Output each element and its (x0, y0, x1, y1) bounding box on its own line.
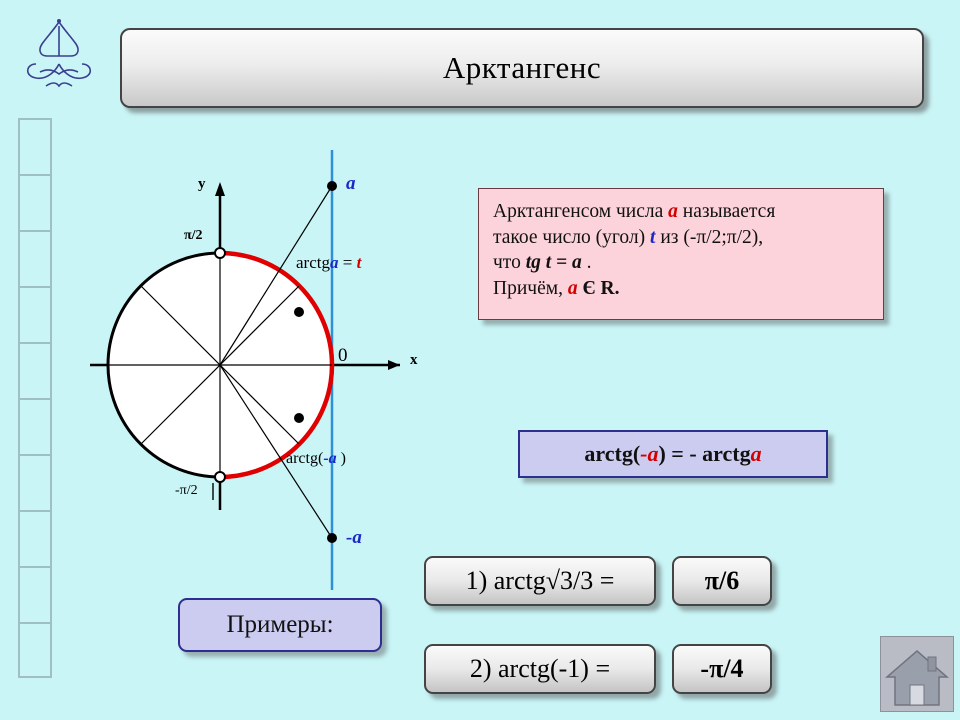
point-a-label: a (346, 173, 356, 194)
page-title-text: Арктангенс (442, 50, 602, 85)
example-2-answer-text: -π/4 (700, 654, 744, 683)
examples-heading-text: Примеры: (226, 611, 334, 638)
definition-line-4-b: Є R. (577, 278, 620, 300)
point-arctg-neg-a (294, 413, 304, 423)
arctg-neg-a-close: ) (336, 450, 346, 467)
identity-middle: ) = - arctg (658, 441, 751, 466)
point-neg-pi-half (215, 472, 225, 482)
example-2-answer (672, 644, 772, 694)
definition-line-3 (493, 250, 871, 276)
arctg-neg-a-var: -a (323, 450, 337, 467)
point-arctg-a (294, 307, 304, 317)
x-axis-arrow (388, 360, 400, 370)
arctg-neg-a-text: arctg( (286, 450, 324, 467)
origin-label: 0 (338, 345, 348, 366)
definition-line-1-var: a (668, 201, 678, 222)
definition-line-1-b: называется (677, 201, 776, 222)
definition-line-3-b: . (581, 252, 592, 274)
y-axis-label: y (198, 176, 206, 192)
arctg-a-t: t (356, 253, 362, 272)
definition-line-1-a: Арктангенсом числа (493, 201, 669, 222)
unit-circle-diagram (80, 140, 480, 610)
arctg-neg-a-label (286, 450, 346, 468)
identity-box (518, 430, 828, 478)
neg-pi-half-label: -π/2 (175, 483, 198, 498)
y-axis-arrow (215, 182, 225, 196)
point-a (327, 181, 337, 191)
identity-prefix: arctg( (584, 441, 641, 466)
example-2-question-text: 2) arctg(-1) = (469, 654, 611, 683)
arctg-a-text: arctg (296, 253, 330, 272)
home-icon (881, 637, 953, 711)
example-1-answer (672, 556, 772, 606)
point-pi-half (215, 248, 225, 258)
arctg-a-label (296, 253, 361, 273)
page-title (120, 28, 924, 108)
definition-line-4-a: Причём, (493, 278, 568, 300)
definition-line-4 (493, 276, 871, 302)
definition-line-3-a: что (493, 252, 526, 274)
definition-line-4-var: a (567, 278, 578, 300)
pi-half-label: π/2 (184, 228, 203, 243)
x-axis-label: x (410, 352, 418, 368)
definition-line-2-b: из (-π/2;π/2), (655, 226, 764, 248)
identity-a: a (750, 441, 762, 466)
decorative-ruler (18, 118, 52, 678)
example-1-answer-text: π/6 (704, 566, 740, 595)
definition-line-1 (493, 199, 871, 225)
point-neg-a (327, 533, 337, 543)
definition-line-2-a: такое число (угол) (493, 226, 651, 248)
point-neg-a-label: -a (346, 527, 362, 548)
definition-line-2-var: t (650, 226, 656, 248)
identity-neg-a: -a (640, 441, 659, 466)
home-button[interactable] (880, 636, 954, 712)
example-1-question-text: 1) arctg√3/3 = (465, 566, 615, 595)
arctg-a-var: a (329, 253, 339, 272)
definition-line-3-var: tg t = a (525, 252, 582, 274)
definition-box (478, 188, 884, 320)
arctg-a-eq: = (338, 253, 357, 272)
example-2-question (424, 644, 656, 694)
definition-line-2 (493, 225, 871, 251)
flourish-ornament (16, 16, 102, 102)
